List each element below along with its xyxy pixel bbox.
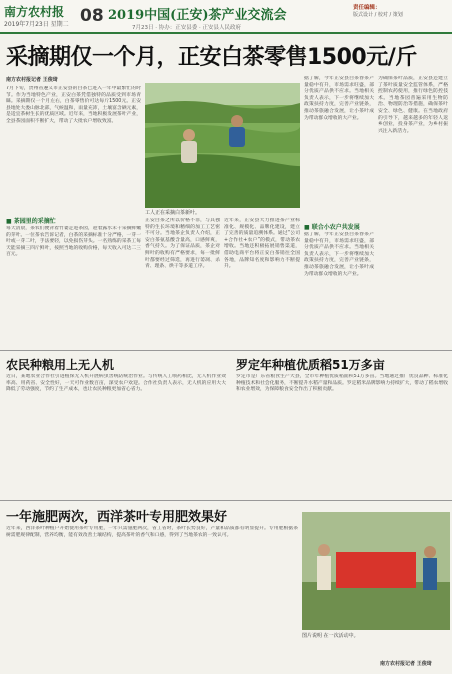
expo-banner-subtitle: 7月23日 · 协办：正安县委 · 正安县人民政府 <box>132 25 241 31</box>
rice-article-title: 罗定年种植优质稻51万多亩 <box>236 358 385 372</box>
group-photo-illustration <box>302 512 450 630</box>
col3-body: 近年来，正安县大力推进茶产业标准化、规模化、品牌化建设，建立了完善的质量追溯体系。通过“公司+合作社+农户”的模式，带动茶农增收。当地还积极拓展销售渠道，借助电商平台将正安白茶销往全国各地，品牌知名度和影响力不断提升。 <box>224 218 300 270</box>
col2-body: 正安白茶之所以价格不菲，与其独特的生长环境和精细的加工工艺密不可分。当地茶企负责人介绍，正安白茶氨基酸含量高，口感鲜爽，香气持久。为了保证品质，茶企对鲜叶的收购有严格要求，每一批鲜叶都要经过筛选，再进行萎凋、杀青、理条、烘干等多道工序。 <box>145 218 220 270</box>
tea-picking-photo <box>145 83 300 208</box>
group-photo <box>302 512 450 630</box>
lead-reporter: 南方农村报记者 王俊琦 <box>6 77 58 83</box>
divider-1 <box>0 350 452 351</box>
footer-credit: 南方农村报记者 王俊琦 <box>380 661 432 667</box>
paper-name: 南方农村报 <box>4 5 65 19</box>
divider-2 <box>0 500 452 501</box>
fertilizer-article-title: 一年施肥两次，西洋茶叶专用肥效果好 <box>6 510 228 525</box>
editor-info: 版式设计 / 校对 / 策划 <box>353 12 403 18</box>
col1-body: 每天清晨，茶农们便背着竹篓走进茶园，趁着露水未干采摘鲜嫩的芽叶。一位茶农告诉记者，白茶的采摘标准十分严格，一芽一叶或一芽二叶，手法要轻，以免损伤芽头。一名熟练的采茶工每天能采摘三四斤鲜叶，按照当地的收购价格，每天收入可达二三百元。 <box>6 226 141 258</box>
lead-body: 7月下旬，贵州省遵义市正安县的白茶已进入一年中最繁忙的时节。作为当地特色产业，正安白茶凭借独特的品质受到市场青睐。采摘期仅一个月左右，白茶零售价可达每斤1500元。正安县地处大娄山脉北部，气候温和，雨量充沛，土壤富含硒元素，是适宜茶树生长的优质区域。近年来，当地积极发展茶叶产业，全县茶园面积不断扩大，带动了大批农户增收致富。 <box>6 86 141 124</box>
fertilizer-article-body: 近年来，西洋茶叶种植户开始使用茶叶专用肥，一年只需施肥两次，省工省时，茶叶长势良好，产量和品质都有明显提升。专用肥根据茶树需肥规律配制，营养均衡，能有效改善土壤结构，提高茶叶的香气和口感，得到了当地茶农的一致认可。 <box>6 526 298 538</box>
page-number: 08 <box>80 6 104 26</box>
paper-date: 2019年7月23日 星期二 <box>4 21 69 28</box>
tea-photo-caption: 工人正在采摘白茶新叶。 <box>145 210 201 216</box>
main-headline: 采摘期仅一个月，正安白茶零售1500元/斤 <box>6 45 417 70</box>
drone-article-title: 农民种粮用上无人机 <box>6 358 115 372</box>
editor-label: 责任编辑： <box>353 5 381 11</box>
expo-banner-title: 2019中国(正安)茶产业交流会 <box>108 8 287 23</box>
subhead-2: ■ 联合小农户共发展 <box>304 224 360 231</box>
group-photo-caption: 图片说明 在一次活动中。 <box>302 633 359 639</box>
col4b-body: 据了解，今年正安县白茶春茶产量稳中有升，市场需求旺盛，部分优质产品供不应求。当地相关负责人表示，下一步将继续加大政策扶持力度，完善产业链条，推动茶旅融合发展，让小茶叶成为带动群众增收的大产业。 <box>304 232 374 277</box>
drone-article-body: 近日，某地农业合作社引进植保无人机开展病虫害统防统治作业。与传统人工喷药相比，无人机作业效率高、用药省、安全性好，一天可作业数百亩，深受农户欢迎。合作社负责人表示，无人机的应用大大降低了劳动强度，节约了生产成本，也让农民种粮更加省心省力。 <box>6 374 226 393</box>
masthead <box>0 0 452 34</box>
col5-body: 为确保茶叶品质，正安县还建立了茶叶质量安全监管体系，严格控制农药使用，推行绿色防控技术。当地茶园普遍采用生物防治、物理防治等措施，确保茶叶安全、绿色、健康。在当地政府的引导下，越来越多的年轻人返乡创业，投身茶产业，为乡村振兴注入新活力。 <box>378 76 448 134</box>
tea-field-illustration <box>145 83 300 208</box>
col4-body: 据了解，今年正安县白茶春茶产量稳中有升，市场需求旺盛，部分优质产品供不应求。当地相关负责人表示，下一步将继续加大政策扶持力度，完善产业链条，推动茶旅融合发展，让小茶叶成为带动群众增收的大产业。 <box>304 76 374 121</box>
subhead-1: ■ 茶园里的采摘忙 <box>6 218 56 225</box>
rice-article-body: 罗定市是广东省粮食生产大县，全市年种植优质稻面积51万多亩。当地通过推广优良品种、标准化种植技术和社会化服务，不断提升水稻产量和品质。罗定稻米品牌影响力持续扩大，带动了稻农增收和农业增效，为保障粮食安全作出了积极贡献。 <box>236 374 448 393</box>
editor-box <box>353 5 448 29</box>
